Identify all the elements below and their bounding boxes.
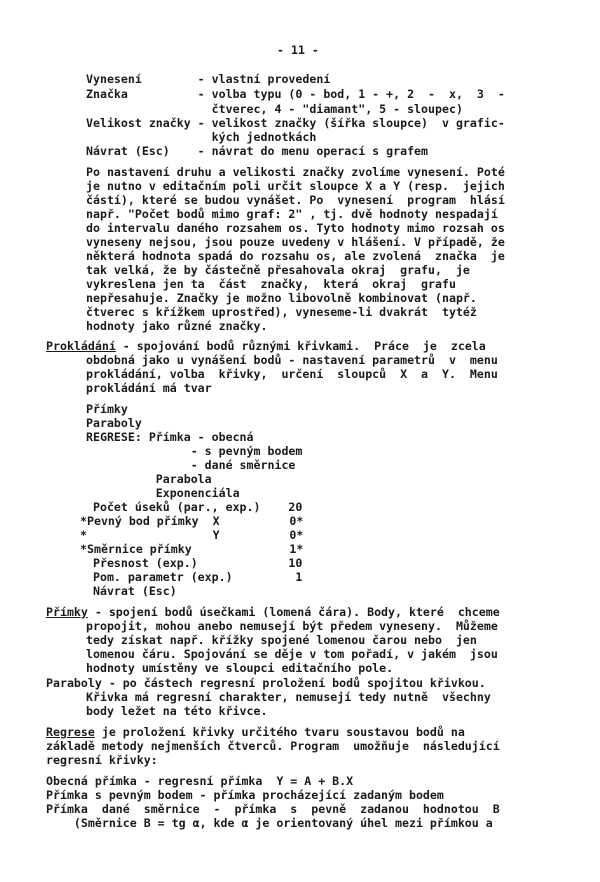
text-line: prokládání má tvar [86, 381, 212, 395]
text-line: Návrat (Esc) [86, 584, 177, 598]
text-line: Obecná přímka - regresní přímka Y = A + B.X [46, 774, 354, 788]
text-line: Paraboly [86, 416, 142, 430]
text-line: hodnoty jako různé značky. [86, 319, 268, 333]
text-line: Velikost značky - velikost značky (šířka sloupce) v grafic- [86, 116, 505, 130]
text-line: Parabola [86, 472, 212, 486]
text-line: čtverec s křížkem uprostřed), vyneseme-li dvakrát tytéž [86, 305, 477, 319]
section-term: Přímky [46, 605, 88, 619]
text-line: * Y 0* [80, 528, 304, 542]
text-line: Paraboly - po částech regresní proložení bodů spojitou křivkou. [46, 676, 486, 690]
text-line: *Směrnice přímky 1* [80, 542, 304, 556]
text-line: *Pevný bod přímky X 0* [80, 514, 304, 528]
text-line: kých jednotkách [86, 130, 317, 144]
text-line: Přímka s pevným bodem - přímka procházející zadaným bodem [46, 788, 444, 802]
text-line: základě metody nejmenších čtverců. Program umožňuje následující [46, 739, 500, 753]
text-line: regresní křivky: [46, 753, 158, 767]
text-line: Přímky - spojení bodů úsečkami (lomená čára). Body, které chceme [46, 605, 500, 619]
text-line: Exponenciála [86, 486, 240, 500]
text-line: čtverec, 4 - "diamant", 5 - sloupec) [86, 102, 463, 116]
text-line: Prokládání - spojování bodů různými křivkami. Práce je zcela [46, 339, 486, 353]
text-line: (Směrnice B = tg α, kde α je orientovaný úhel mezi přímkou a [46, 816, 493, 830]
text-line: hodnoty umístěny ve sloupci editačního pole. [86, 661, 394, 675]
text-line: do intervalu daného rozsahem os. Tyto hodnoty mimo rozsah os [86, 221, 505, 235]
section-term: Regrese [46, 725, 95, 739]
text-line: tak velká, že by částečně přesahovala okraj grafu, je [86, 263, 470, 277]
text-line: Přímky [86, 402, 128, 416]
text-line: nepřesahuje. Značky je možno libovolně kombinovat (např. [86, 291, 477, 305]
text-line: je nutno v editačním poli určit sloupce X a Y (resp. jejich [86, 179, 505, 193]
text-line: body ležet na této křivce. [86, 704, 268, 718]
section-term: Prokládání [46, 339, 116, 353]
text-line: - dané směrnice [86, 458, 296, 472]
text-line: prokládání, volba křivky, určení sloupců X a Y. Menu [86, 367, 498, 381]
text-line: vyneseny nejsou, jsou pouze uvedeny v hlášení. V případě, že [86, 235, 505, 249]
text-line: např. "Počet bodů mimo graf: 2" , tj. dvě hodnoty nespadají [86, 207, 498, 221]
text-line: vykreslena jen ta část značky, která okraj grafu [86, 277, 456, 291]
text-line: částí), které se budou vynášet. Po vynesení program hlásí [86, 193, 505, 207]
text-line: některá hodnota spadá do rozsahu os, ale zvolená značka je [86, 249, 505, 263]
text-line: Regrese je proložení křivky určitého tvaru soustavou bodů na [46, 725, 465, 739]
text-line: Křivka má regresní charakter, nemusejí tedy nutně všechny [86, 690, 491, 704]
text-line: Přímka dané směrnice - přímka s pevně zadanou hodnotou B [46, 802, 500, 816]
page-number: - 11 - [277, 43, 319, 57]
text-line: REGRESE: Přímka - obecná [86, 430, 254, 444]
text-line: Po nastavení druhu a velikosti značky zvolíme vynesení. Poté [86, 165, 505, 179]
text-line: tedy získat např. křížky spojené lomenou čarou nebo jen [86, 633, 477, 647]
text-line: - s pevným bodem [86, 444, 303, 458]
text-line: Přesnost (exp.) 10 [86, 556, 303, 570]
text-line: Pom. parametr (exp.) 1 [86, 570, 303, 584]
text-line: propojit, mohou anebo nemusejí být předem vyneseny. Můžeme [86, 619, 498, 633]
text-line: Návrat (Esc) - návrat do menu operací s grafem [86, 144, 429, 158]
text-line: Vynesení - vlastní provedení [86, 72, 331, 86]
text-line: Počet úseků (par., exp.) 20 [86, 500, 303, 514]
text-line: obdobná jako u vynášení bodů - nastavení parametrů v menu [86, 353, 498, 367]
text-line: lomenou čáru. Spojování se děje v tom pořadí, v jakém jsou [86, 647, 498, 661]
text-line: Značka - volba typu (0 - bod, 1 - +, 2 - x, 3 - [86, 87, 505, 101]
